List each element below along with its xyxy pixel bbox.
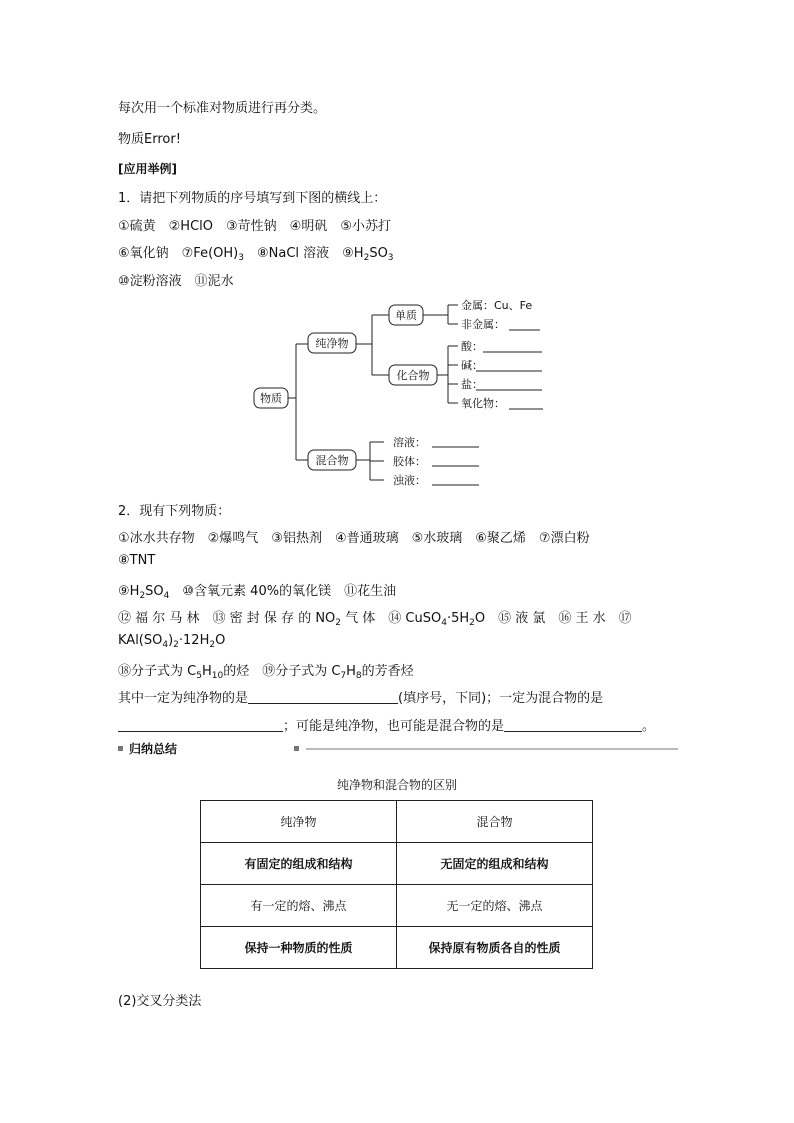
- q2-row-6-d: H: [346, 664, 356, 679]
- table-cell: 有固定的组成和结构: [201, 843, 397, 885]
- nonmetal-label: 非金属：: [461, 318, 505, 331]
- intro-line-2: 物质Error!: [118, 132, 181, 147]
- q2-row-5-b: ): [168, 633, 174, 648]
- compound-label: 化合物: [396, 369, 430, 382]
- q2-row-6-sub-1: 5: [196, 671, 202, 681]
- q1-row-3: ⑩淀粉溶液 ⑪泥水: [118, 274, 234, 289]
- intro-line-1: 每次用一个标准对物质进行再分类。: [118, 101, 327, 116]
- mixture-answer-blank[interactable]: [118, 718, 283, 732]
- q1-row-2-b: ⑧NaCl 溶液 ⑨H: [243, 246, 364, 261]
- q2-row-4-sub-2: 4: [441, 618, 447, 628]
- summary-rule: [306, 748, 678, 750]
- q2-row-5-sub-2: 2: [173, 640, 179, 650]
- table-row: [201, 927, 593, 969]
- q2-row-6-sub-2: 10: [211, 671, 224, 681]
- q1-title: 1．请把下列物质的序号填写到下图的横线上：: [118, 191, 387, 206]
- q2-row-6-sub-3: 7: [340, 671, 347, 681]
- q2-row-5-a: KAl(SO: [118, 633, 163, 648]
- q2-ask-line-2: [118, 715, 655, 734]
- q2-row-3-b: SO: [145, 584, 164, 599]
- comparison-table: [200, 800, 593, 969]
- q2-row-6-e: 的芳香烃: [361, 664, 414, 679]
- table-cell: 保持一种物质的性质: [201, 927, 397, 969]
- element-label: 单质: [395, 309, 417, 322]
- q2-title: 2．现有下列物质：: [118, 504, 231, 519]
- table-cell: 无一定的熔、沸点: [397, 885, 593, 927]
- q2-row-6-a: ⑱分子式为 C: [118, 664, 197, 679]
- q2-row-4-sub-3: 2: [469, 618, 475, 628]
- ask-mixture-label: (填序号，下同)；一定为混合物的是: [398, 691, 604, 706]
- table-cell: 无固定的组成和结构: [397, 843, 593, 885]
- q2-row-5: [118, 633, 225, 650]
- oxide-label: 氧化物：: [461, 397, 505, 410]
- example-heading: [应用举例]: [118, 162, 177, 176]
- table-cell: 保持原有物质各自的性质: [397, 927, 593, 969]
- colloid-label: 胶体：: [393, 455, 426, 468]
- q2-row-5-sub-1: 4: [162, 640, 169, 650]
- q2-row-6-sub-4: 8: [355, 671, 362, 681]
- q2-row-5-sub-3: 2: [209, 640, 216, 650]
- q2-ask-line-1: [118, 687, 603, 706]
- q2-row-4-d: O ⑮ 液 氯 ⑯ 王 水 ⑰: [474, 611, 632, 626]
- q2-row-6-c: 的烃 ⑲分子式为 C: [223, 664, 341, 679]
- q2-row-3-c: ⑩含氧元素 40%的氧化镁 ⑪花生油: [169, 584, 397, 599]
- q2-row-2: ⑧TNT: [118, 553, 156, 568]
- q2-row-4-b: 气 体 ⑭ CuSO: [341, 611, 442, 626]
- next-section-heading: (2)交叉分类法: [118, 994, 202, 1009]
- ask-end: 。: [642, 719, 656, 734]
- root-label: 物质: [260, 392, 282, 405]
- pure-answer-blank[interactable]: [248, 690, 398, 704]
- salt-label: 盐：: [461, 378, 483, 391]
- acid-label: 酸：: [461, 340, 483, 353]
- q1-row-2-c: SO: [369, 246, 388, 261]
- square-bullet-icon: [294, 746, 299, 751]
- q2-row-6: [118, 660, 414, 681]
- header-mixture: 混合物: [397, 801, 593, 843]
- table-header-row: [201, 801, 593, 843]
- q1-row-2-sub-2: 2: [363, 253, 370, 263]
- table-row: [201, 843, 593, 885]
- summary-label: 归纳总结: [129, 742, 178, 756]
- ask-pure-label: 其中一定为纯净物的是: [118, 691, 249, 706]
- header-pure: 纯净物: [201, 801, 397, 843]
- pure-label: 纯净物: [315, 337, 349, 350]
- q1-row-1: ①硫黄 ②HClO ③苛性钠 ④明矾 ⑤小苏打: [118, 219, 391, 234]
- q2-row-1: ①冰水共存物 ②爆鸣气 ③铝热剂 ④普通玻璃 ⑤水玻璃 ⑥聚乙烯 ⑦漂白粉: [118, 531, 590, 546]
- q2-row-5-d: O: [215, 633, 226, 648]
- either-answer-blank[interactable]: [504, 718, 642, 732]
- table-title: 纯净物和混合物的区别: [336, 778, 457, 792]
- square-bullet-icon: [118, 746, 123, 751]
- q1-row-2-a: ⑥氧化钠 ⑦Fe(OH): [118, 246, 239, 261]
- solution-label: 溶液：: [393, 436, 426, 449]
- q2-row-6-b: H: [201, 664, 212, 679]
- q2-row-3-sub-2: 4: [163, 591, 170, 601]
- q2-row-3-a: ⑨H: [118, 584, 140, 599]
- base-label: 碱：: [461, 359, 483, 372]
- summary-header: [118, 740, 678, 760]
- metal-label: 金属：Cu、Fe: [461, 299, 533, 312]
- classification-diagram: [0, 0, 794, 500]
- q2-row-4-c: ·5H: [446, 611, 470, 626]
- q2-row-4-a: ⑫ 福 尔 马 林 ⑬ 密 封 保 存 的 NO: [118, 611, 336, 626]
- ask-either-label: ；可能是纯净物，也可能是混合物的是: [283, 719, 505, 734]
- q2-row-3-sub-1: 2: [139, 591, 146, 601]
- q1-row-2-sub-3: 3: [387, 253, 394, 263]
- q2-row-4: [118, 607, 632, 628]
- q2-row-5-c: ·12H: [178, 633, 210, 648]
- table-row: [201, 885, 593, 927]
- mixture-label: 混合物: [315, 454, 349, 467]
- q2-row-3: [118, 580, 396, 601]
- turbid-label: 浊液：: [393, 474, 426, 487]
- q2-row-4-sub-1: 2: [335, 618, 342, 628]
- q1-row-2-sub-1: 3: [238, 253, 244, 263]
- table-cell: 有一定的熔、沸点: [201, 885, 397, 927]
